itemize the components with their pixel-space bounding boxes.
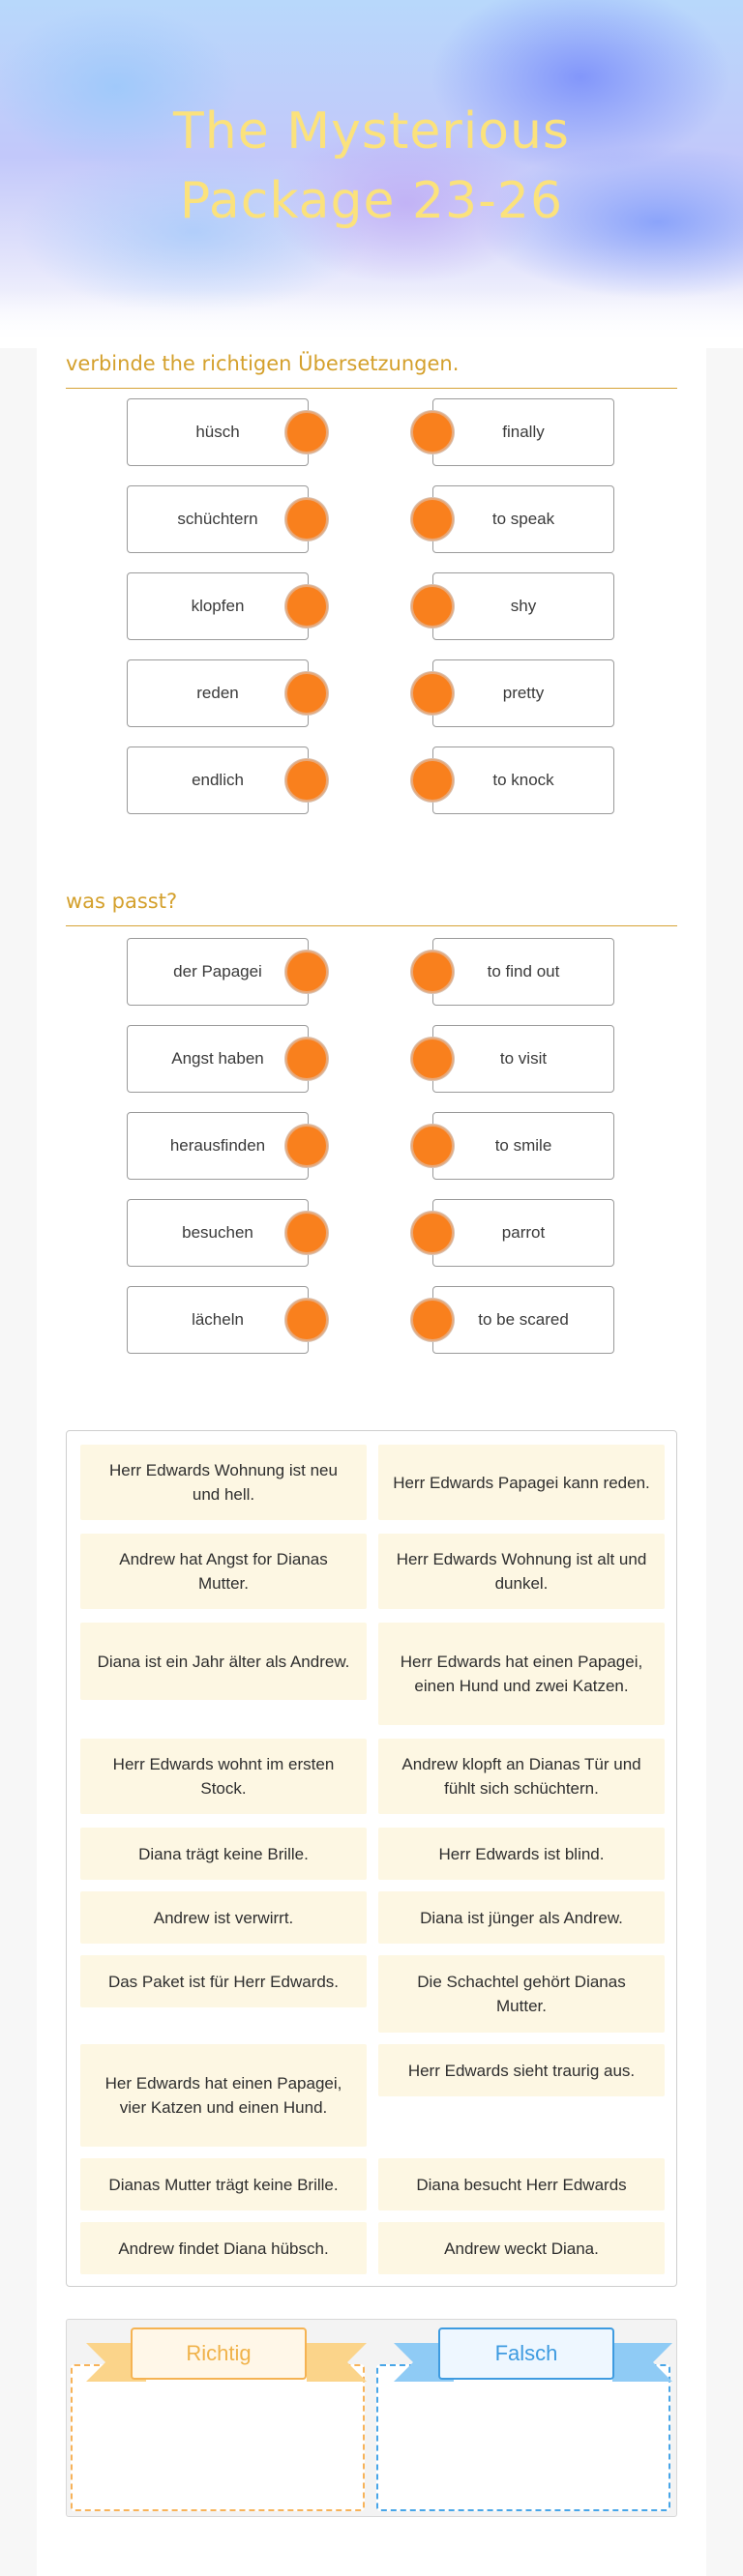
- statement-card[interactable]: Andrew klopft an Dianas Tür und fühlt sich schüchtern.: [378, 1739, 665, 1814]
- match-left-item[interactable]: schüchtern: [127, 485, 309, 553]
- statement-card[interactable]: Andrew ist verwirrt.: [80, 1891, 367, 1944]
- statement-card[interactable]: Herr Edwards wohnt im ersten Stock.: [80, 1739, 367, 1814]
- match-right-item[interactable]: to knock: [432, 746, 614, 814]
- match-left-connector[interactable]: [285, 1299, 328, 1341]
- richtig-label: Richtig: [131, 2327, 307, 2380]
- header-banner: [0, 0, 743, 348]
- section-heading-text: verbinde the richtigen Übersetzungen.: [66, 352, 460, 375]
- match-left-connector[interactable]: [285, 585, 328, 628]
- match-right-connector[interactable]: [411, 585, 454, 628]
- statement-card[interactable]: Herr Edwards ist blind.: [378, 1828, 665, 1880]
- statement-card[interactable]: Andrew weckt Diana.: [378, 2222, 665, 2274]
- falsch-label: Falsch: [438, 2327, 614, 2380]
- match-left-item[interactable]: Angst haben: [127, 1025, 309, 1093]
- match-left-connector[interactable]: [285, 1212, 328, 1254]
- match-left-item[interactable]: besuchen: [127, 1199, 309, 1267]
- statement-card[interactable]: Herr Edwards Papagei kann reden.: [378, 1445, 665, 1520]
- match-left-item[interactable]: endlich: [127, 746, 309, 814]
- statement-card[interactable]: Herr Edwards hat einen Papagei, einen Hund und zwei Katzen.: [378, 1623, 665, 1725]
- section-heading-translations: [66, 348, 677, 389]
- match-left-item[interactable]: lächeln: [127, 1286, 309, 1354]
- statement-card[interactable]: Andrew findet Diana hübsch.: [80, 2222, 367, 2274]
- page-title-text: The Mysterious Package 23-26: [172, 102, 571, 230]
- match-left-item[interactable]: reden: [127, 659, 309, 727]
- match-right-item[interactable]: finally: [432, 398, 614, 466]
- statement-card[interactable]: Die Schachtel gehört Dianas Mutter.: [378, 1955, 665, 2033]
- statement-card[interactable]: Dianas Mutter trägt keine Brille.: [80, 2158, 367, 2210]
- match-left-connector[interactable]: [285, 411, 328, 454]
- worksheet: [37, 348, 706, 2576]
- match-right-connector[interactable]: [411, 411, 454, 454]
- match-right-connector[interactable]: [411, 951, 454, 993]
- match-left-connector[interactable]: [285, 1038, 328, 1080]
- match-left-connector[interactable]: [285, 1125, 328, 1167]
- statement-card[interactable]: Das Paket ist für Herr Edwards.: [80, 1955, 367, 2007]
- match-left-item[interactable]: klopfen: [127, 572, 309, 640]
- statement-card[interactable]: Andrew hat Angst for Dianas Mutter.: [80, 1534, 367, 1609]
- match-right-connector[interactable]: [411, 1125, 454, 1167]
- statement-card[interactable]: Herr Edwards sieht traurig aus.: [378, 2044, 665, 2096]
- match-left-connector[interactable]: [285, 951, 328, 993]
- header-fade: [0, 290, 743, 348]
- match-left-connector[interactable]: [285, 672, 328, 715]
- page-title: [0, 97, 743, 236]
- statement-card[interactable]: Diana ist jünger als Andrew.: [378, 1891, 665, 1944]
- match-right-item[interactable]: to visit: [432, 1025, 614, 1093]
- match-left-item[interactable]: herausfinden: [127, 1112, 309, 1180]
- match-right-item[interactable]: to speak: [432, 485, 614, 553]
- falsch-drop-zone[interactable]: [376, 2364, 670, 2511]
- match-right-item[interactable]: parrot: [432, 1199, 614, 1267]
- section-heading-match: [66, 886, 677, 926]
- match-right-item[interactable]: to smile: [432, 1112, 614, 1180]
- match-left-connector[interactable]: [285, 759, 328, 802]
- match-right-connector[interactable]: [411, 1212, 454, 1254]
- sort-bins-panel: [66, 2319, 677, 2517]
- match-right-item[interactable]: to be scared: [432, 1286, 614, 1354]
- richtig-drop-zone[interactable]: [71, 2364, 365, 2511]
- match-left-connector[interactable]: [285, 498, 328, 541]
- statement-cards-panel: [66, 1430, 677, 2287]
- match-right-connector[interactable]: [411, 498, 454, 541]
- statement-card[interactable]: Diana trägt keine Brille.: [80, 1828, 367, 1880]
- match-right-connector[interactable]: [411, 1038, 454, 1080]
- statement-card[interactable]: Diana ist ein Jahr älter als Andrew.: [80, 1623, 367, 1700]
- section-heading-text: was passt?: [66, 890, 178, 913]
- statement-card[interactable]: Herr Edwards Wohnung ist neu und hell.: [80, 1445, 367, 1520]
- match-left-item[interactable]: der Papagei: [127, 938, 309, 1006]
- statement-card[interactable]: Her Edwards hat einen Papagei, vier Katzen und einen Hund.: [80, 2044, 367, 2147]
- match-right-connector[interactable]: [411, 759, 454, 802]
- match-right-item[interactable]: pretty: [432, 659, 614, 727]
- match-left-item[interactable]: hüsch: [127, 398, 309, 466]
- match-right-item[interactable]: shy: [432, 572, 614, 640]
- statement-card[interactable]: Diana besucht Herr Edwards: [378, 2158, 665, 2210]
- statement-card[interactable]: Herr Edwards Wohnung ist alt und dunkel.: [378, 1534, 665, 1609]
- match-right-connector[interactable]: [411, 1299, 454, 1341]
- match-right-item[interactable]: to find out: [432, 938, 614, 1006]
- match-right-connector[interactable]: [411, 672, 454, 715]
